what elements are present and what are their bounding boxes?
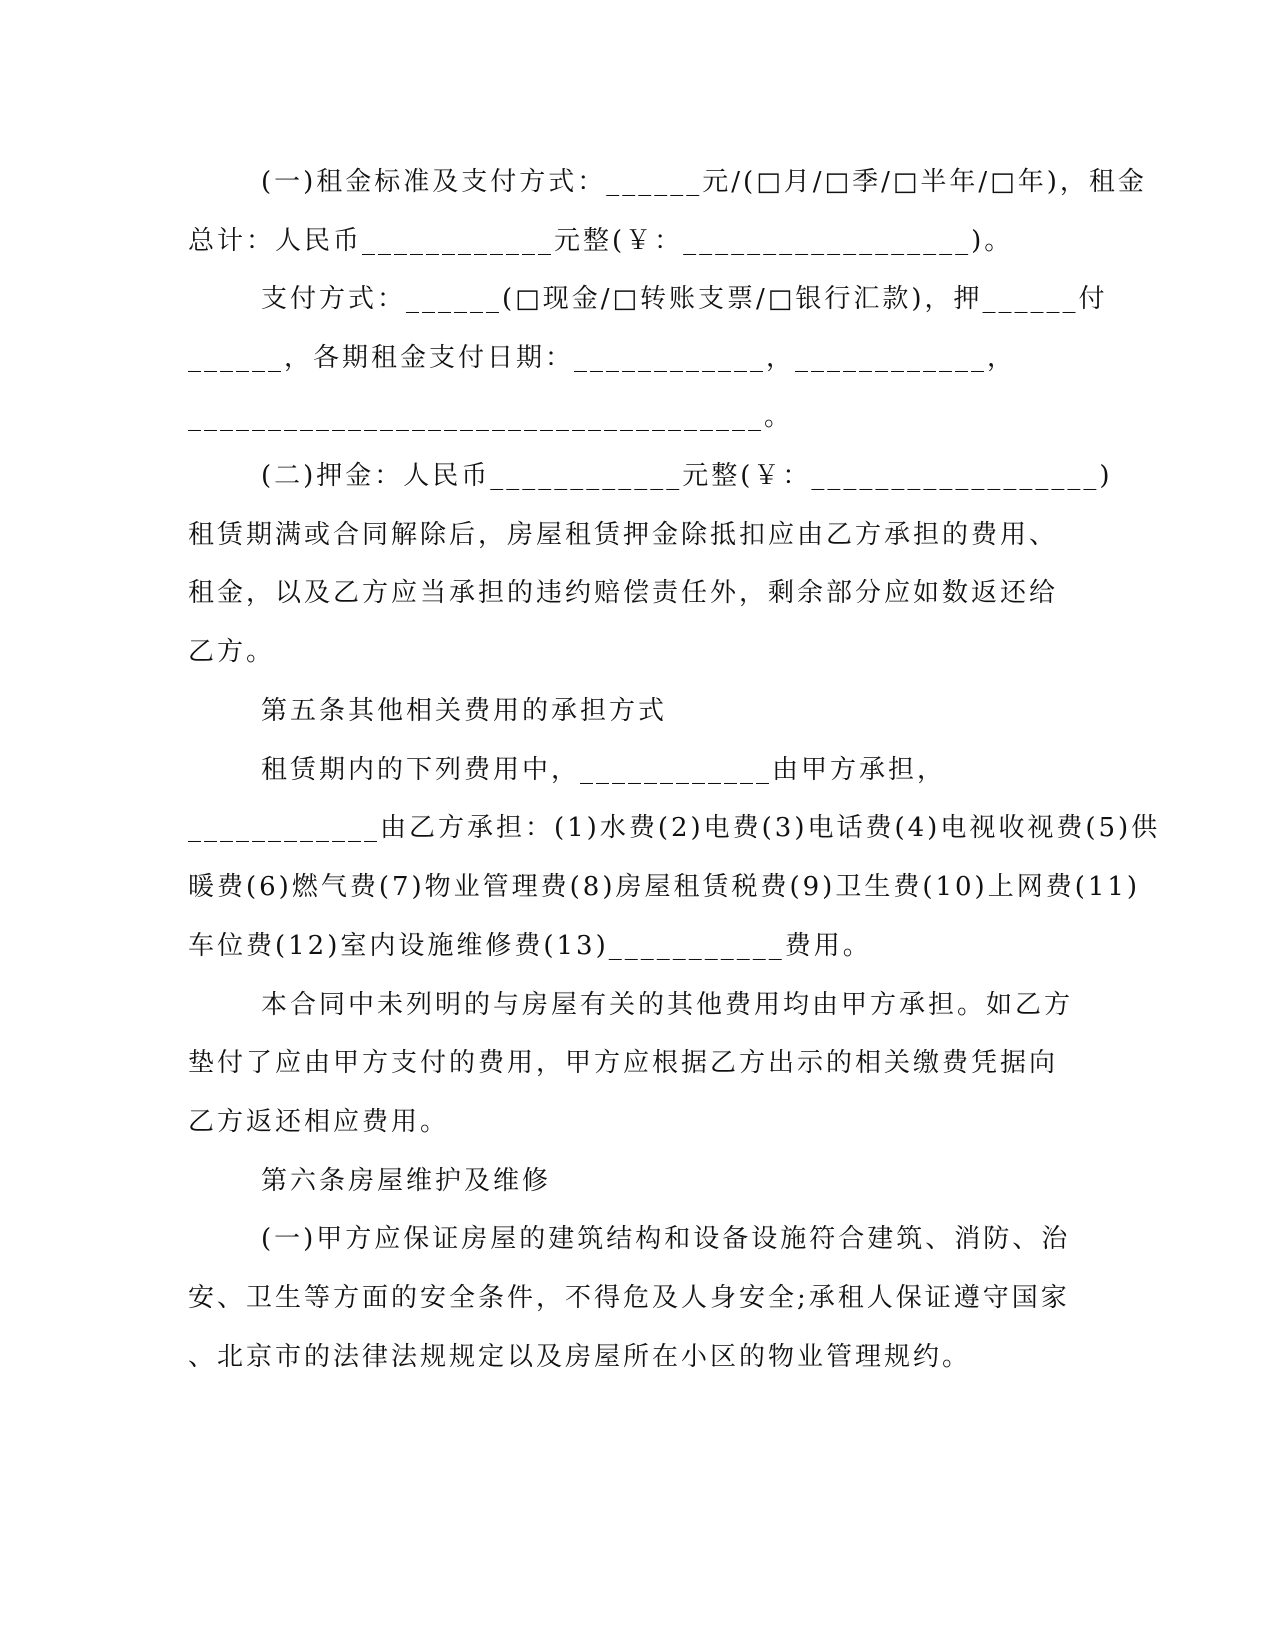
- text-line: 支付方式：______(□现金/□转账支票/□银行汇款)，押______付: [261, 284, 1108, 314]
- text-line: (一)甲方应保证房屋的建筑结构和设备设施符合建筑、消防、治: [261, 1224, 1071, 1254]
- text-line: 、北京市的法律法规规定以及房屋所在小区的物业管理规约。: [188, 1342, 972, 1372]
- text-line: 车位费(12)室内设施维修费(13)___________费用。: [188, 931, 872, 961]
- text-line: ____________由乙方承担：(1)水费(2)电费(3)电话费(4)电视收视费(5)供: [188, 813, 1161, 843]
- text-line: 总计：人民币____________元整(￥：__________________)。: [188, 226, 1014, 256]
- text-line: 租赁期内的下列费用中，____________由甲方承担，: [261, 755, 947, 785]
- text-line: 垫付了应由甲方支付的费用，甲方应根据乙方出示的相关缴费凭据向: [188, 1048, 1059, 1078]
- text-line: ____________________________________。: [188, 402, 793, 432]
- section-heading: 第六条房屋维护及维修: [261, 1166, 552, 1196]
- text-line: 乙方返还相应费用。: [188, 1107, 450, 1137]
- text-line: (一)租金标准及支付方式：______元/(□月/□季/□半年/□年)，租金: [261, 167, 1147, 197]
- text-line: (二)押金：人民币____________元整(￥：__________________): [261, 461, 1113, 491]
- text-line: 安、卫生等方面的安全条件，不得危及人身安全;承租人保证遵守国家: [188, 1283, 1070, 1313]
- text-line: 租金，以及乙方应当承担的违约赔偿责任外，剩余部分应如数返还给: [188, 578, 1059, 608]
- text-line: ______，各期租金支付日期：____________，____________，: [188, 343, 1017, 373]
- text-line: 本合同中未列明的与房屋有关的其他费用均由甲方承担。如乙方: [261, 990, 1074, 1020]
- section-heading: 第五条其他相关费用的承担方式: [261, 696, 668, 726]
- text-line: 租赁期满或合同解除后，房屋租赁押金除抵扣应由乙方承担的费用、: [188, 520, 1059, 550]
- text-line: 暖费(6)燃气费(7)物业管理费(8)房屋租赁税费(9)卫生费(10)上网费(11): [188, 872, 1141, 902]
- text-line: 乙方。: [188, 637, 276, 667]
